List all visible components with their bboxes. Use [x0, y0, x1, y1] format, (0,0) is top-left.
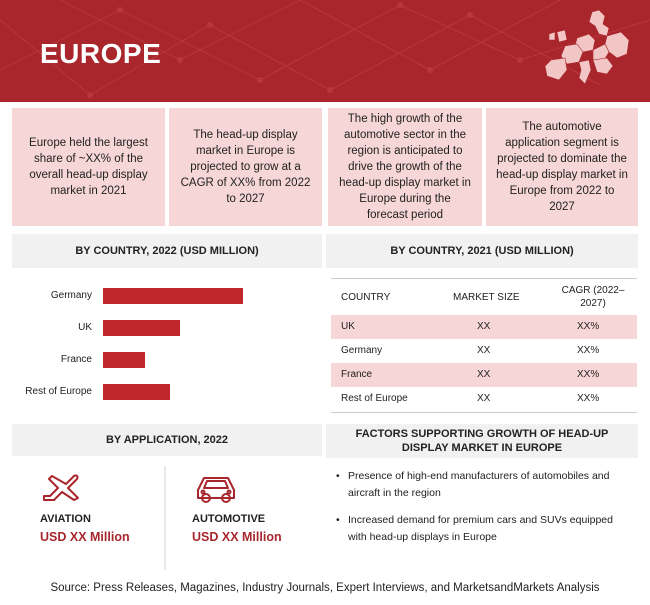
row-cagr: XX% — [577, 345, 600, 356]
row-country: Rest of Europe — [341, 393, 408, 404]
header-country: COUNTRY — [341, 292, 391, 303]
bar-label-uk: UK — [78, 322, 92, 333]
factor-text: Increased demand for premium cars and SUVs equipped with head-up displays in Europe — [348, 514, 613, 543]
table-header-row — [331, 280, 637, 314]
row-market-size: XX — [477, 369, 491, 380]
bar-germany — [103, 288, 243, 304]
factor-item — [333, 468, 633, 502]
car-icon — [192, 470, 240, 510]
application-divider — [164, 466, 166, 570]
row-country: UK — [341, 321, 355, 332]
row-cagr: XX% — [577, 393, 600, 404]
bar-uk — [103, 320, 180, 336]
row-market-size: XX — [477, 393, 491, 404]
airplane-icon — [40, 470, 84, 510]
header-cagr: CAGR (2022–2027) — [561, 285, 625, 309]
automotive-value: USD XX Million — [192, 530, 282, 544]
bar-rest-of-europe — [103, 384, 170, 400]
chart-title: BY COUNTRY, 2022 (USD MILLION) — [12, 234, 322, 268]
bar-france — [103, 352, 145, 368]
application-title: BY APPLICATION, 2022 — [12, 424, 322, 456]
aviation-label: AVIATION — [40, 513, 91, 525]
row-cagr: XX% — [577, 321, 600, 332]
table-row — [331, 363, 637, 387]
table-row — [331, 387, 637, 411]
bar-label-france: France — [60, 354, 92, 365]
bar-label-rest-of-europe: Rest of Europe — [25, 386, 92, 397]
bar-label-germany: Germany — [50, 290, 92, 301]
factors-title: FACTORS SUPPORTING GROWTH OF HEAD-UP DISPLAY MARKET IN EUROPE — [326, 424, 638, 458]
row-market-size: XX — [477, 321, 491, 332]
bullet-icon: • — [336, 470, 340, 482]
country-table-title: BY COUNTRY, 2021 (USD MILLION) — [326, 234, 638, 268]
fact-box-3: The high growth of the automotive sector in the region is anticipated to drive the growth of the head-up display market in Europe during the forecast period — [328, 108, 482, 226]
source-note: Source: Press Releases, Magazines, Industry Journals, Expert Interviews, and MarketsandMarkets Analysis — [50, 582, 600, 594]
factors-list — [333, 468, 633, 556]
table-row — [331, 339, 637, 363]
automotive-label: AUTOMOTIVE — [192, 513, 266, 525]
page-title: EUROPE — [40, 38, 162, 69]
row-market-size: XX — [477, 345, 491, 356]
table-row — [331, 315, 637, 339]
row-country: Germany — [341, 345, 383, 356]
row-country: France — [341, 369, 373, 380]
aviation-value: USD XX Million — [40, 530, 130, 544]
header-market-size: MARKET SIZE — [453, 292, 520, 303]
key-facts — [0, 108, 650, 226]
factor-text: Presence of high-end manufacturers of automobiles and aircraft in the region — [348, 470, 610, 499]
fact-box-4: The automotive application segment is projected to dominate the head-up display market in Europe from 2022 to 2027 — [486, 108, 638, 226]
fact-box-1: Europe held the largest share of ~XX% of the overall head-up display market in 2021 — [12, 108, 165, 226]
europe-map-icon — [537, 8, 632, 93]
bullet-icon: • — [336, 514, 340, 526]
country-table — [331, 278, 637, 413]
factor-item — [333, 512, 633, 546]
fact-box-2: The head-up display market in Europe is projected to grow at a CAGR of XX% from 2022 to 2027 — [169, 108, 322, 226]
row-cagr: XX% — [577, 369, 600, 380]
header-banner — [0, 0, 650, 102]
